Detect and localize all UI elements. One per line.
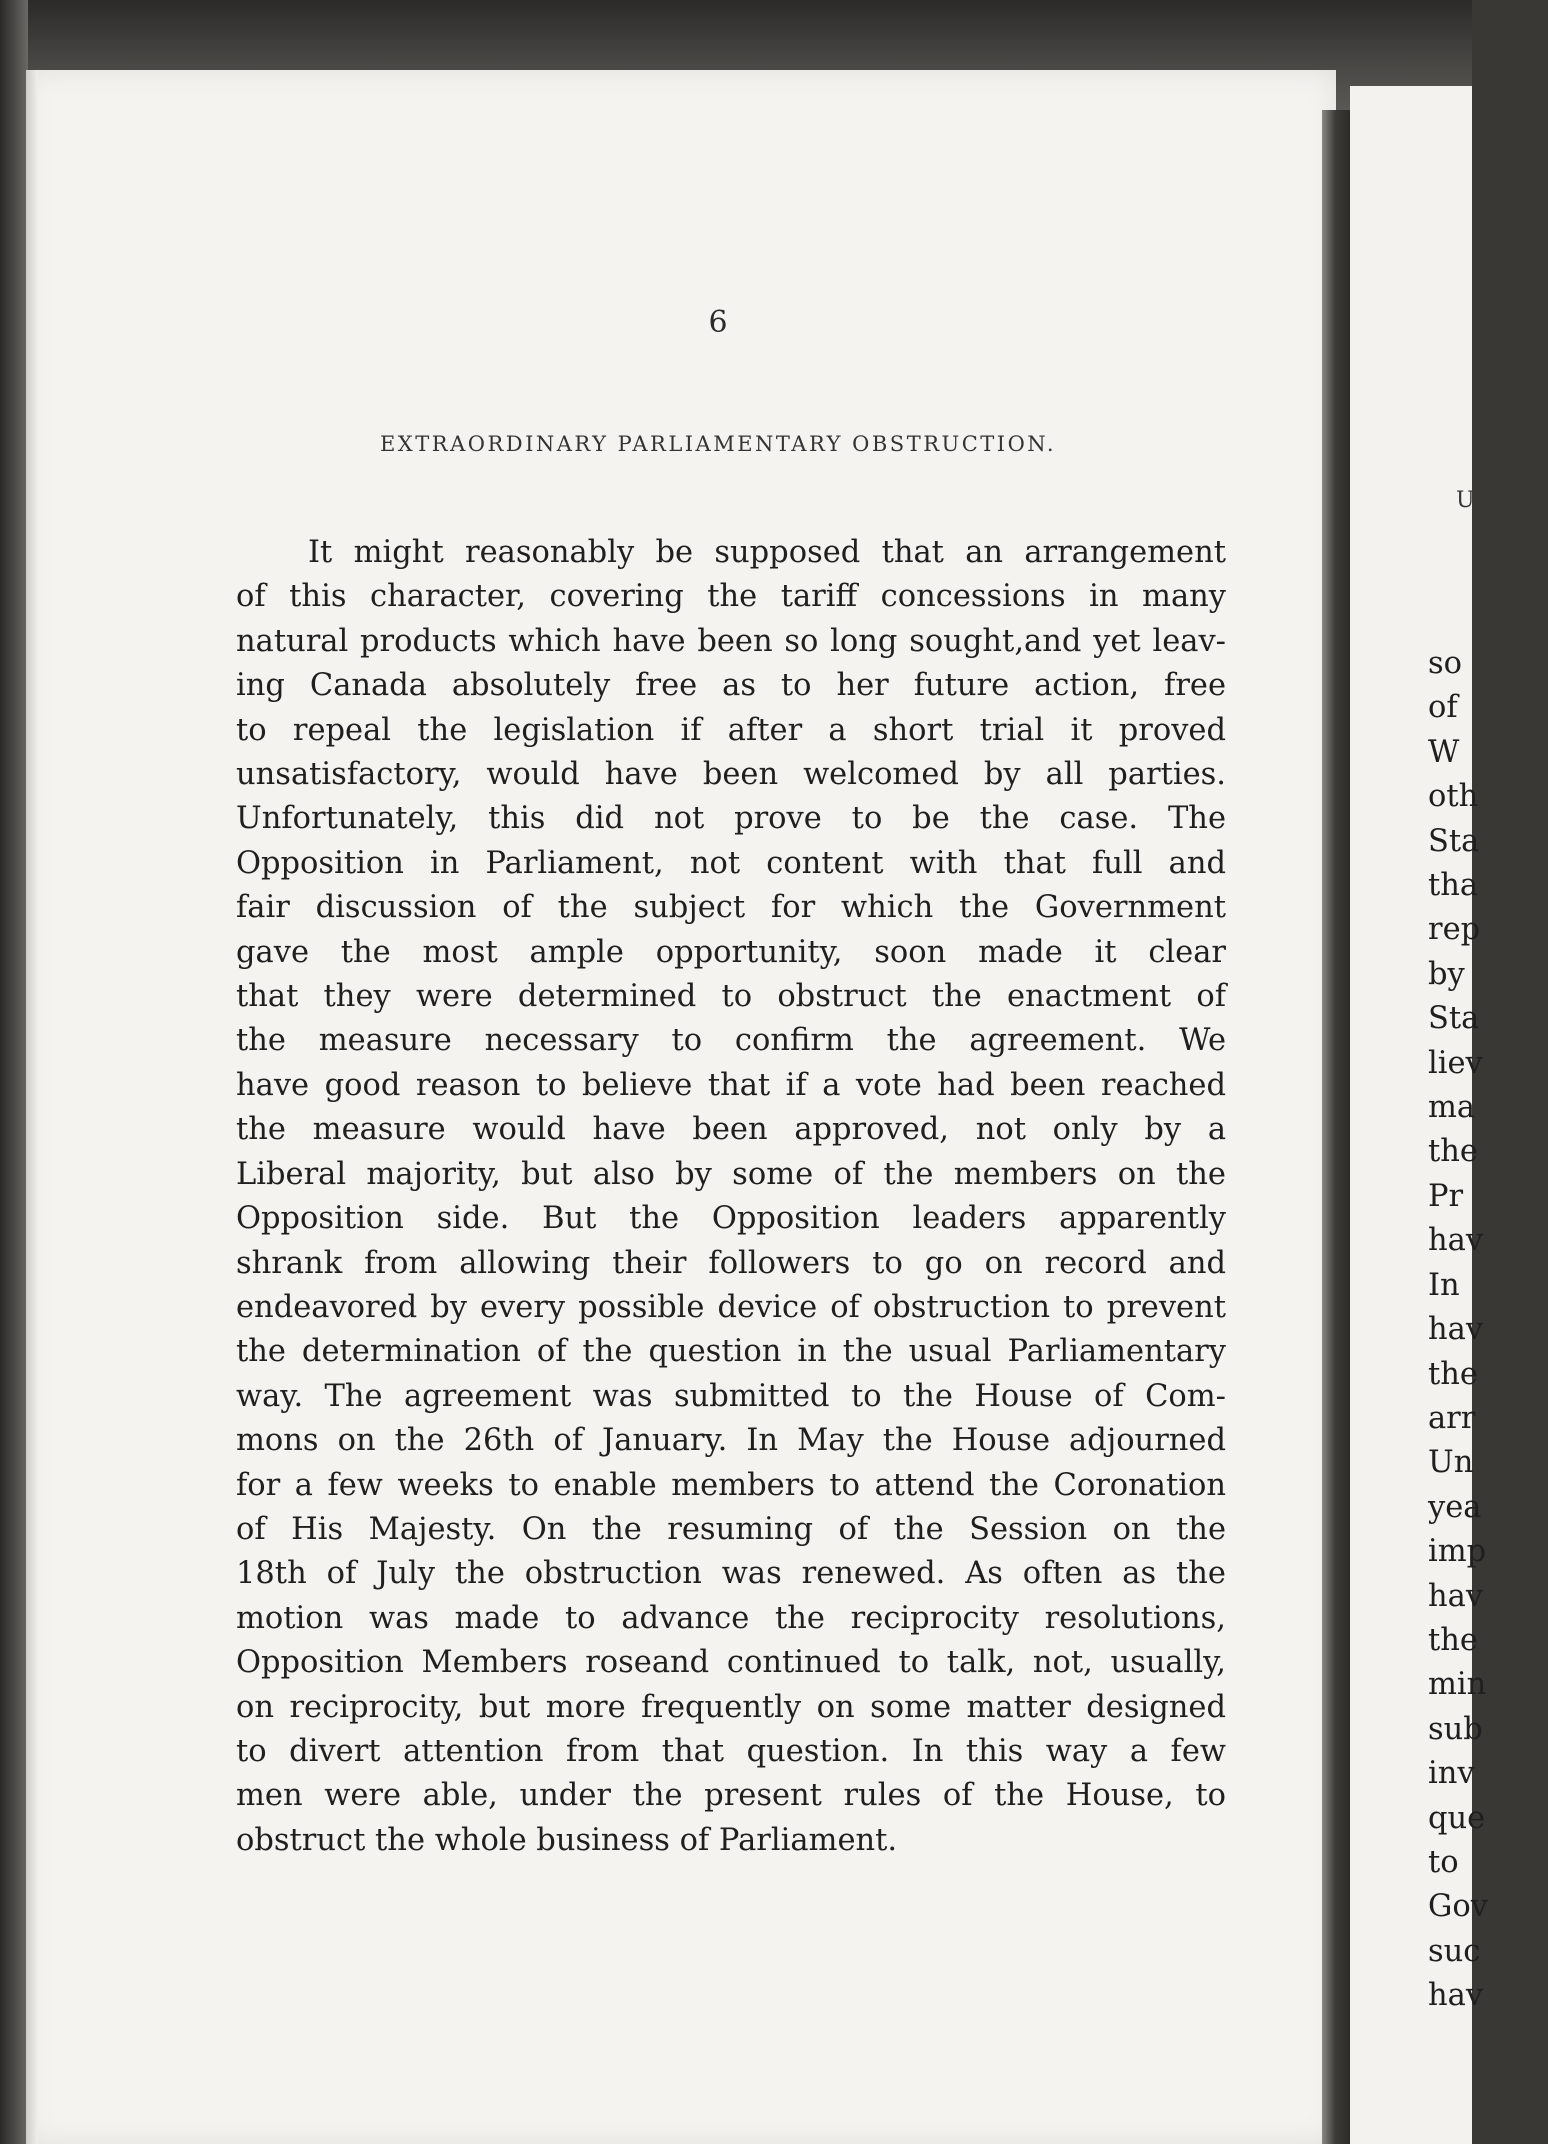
text-line: Opposition Members roseand continued to talk, not, usually, [236, 1645, 1226, 1681]
text-line: Opposition side. But the Opposition leaders apparently [236, 1201, 1226, 1237]
text-line: to repeal the legislation if after a short trial it proved [236, 712, 1226, 748]
text-line-fragment: W [1428, 734, 1460, 770]
text-line-fragment: liev [1428, 1045, 1483, 1081]
page-number: 6 [708, 305, 728, 340]
text-line: of His Majesty. On the resuming of the Session on the [236, 1511, 1226, 1547]
text-line: men were able, under the present rules of the House, to [236, 1778, 1226, 1814]
page-edge-shadow [26, 70, 38, 2144]
text-line: gave the most ample opportunity, soon made it clear [236, 934, 1226, 970]
text-line: on reciprocity, but more frequently on some matter designed [236, 1689, 1226, 1725]
text-line-fragment: the [1428, 1134, 1478, 1170]
text-line: endeavored by every possible device of obstruction to prevent [236, 1289, 1226, 1325]
right-page-text-fragments [1428, 642, 1548, 2019]
text-line-fragment: In [1428, 1267, 1460, 1303]
text-line: 18th of July the obstruction was renewed. As often as the [236, 1556, 1226, 1592]
text-line: Unfortunately, this did not prove to be the case. The [236, 801, 1226, 837]
text-line-fragment: hav [1428, 1578, 1484, 1614]
text-line: the measure necessary to confirm the agreement. We [236, 1023, 1226, 1059]
text-line-fragment: que [1428, 1800, 1486, 1836]
text-line: natural products which have been so long sought,and yet leav- [236, 623, 1226, 659]
text-line: Opposition in Parliament, not content with that full and [236, 845, 1226, 881]
text-line: mons on the 26th of January. In May the House adjourned [236, 1423, 1226, 1459]
text-line-fragment: sub [1428, 1711, 1483, 1747]
text-line-fragment: arr [1428, 1400, 1476, 1436]
text-line-fragment: tha [1428, 868, 1479, 904]
text-line-fragment: min [1428, 1667, 1487, 1703]
text-line: of this character, covering the tariff concessions in many [236, 579, 1226, 615]
text-line: to divert attention from that question. In this way a few [236, 1733, 1226, 1769]
text-line-fragment: the [1428, 1356, 1478, 1392]
text-line: way. The agreement was submitted to the House of Com- [236, 1378, 1226, 1414]
text-line-fragment: by [1428, 956, 1465, 992]
text-line: It might reasonably be supposed that an arrangement [308, 535, 1226, 570]
section-heading: EXTRAORDINARY PARLIAMENTARY OBSTRUCTION. [379, 432, 1057, 456]
text-line-fragment: yea [1428, 1489, 1482, 1525]
text-line: ing Canada absolutely free as to her future action, free [236, 668, 1226, 704]
text-line-fragment: Un [1428, 1445, 1474, 1481]
text-line-fragment: Gov [1428, 1889, 1488, 1925]
body-paragraph [236, 531, 1226, 1863]
text-line: the measure would have been approved, not only by a [236, 1112, 1226, 1148]
text-line-fragment: Pr [1428, 1178, 1464, 1214]
text-line-fragment: suc [1428, 1933, 1481, 1969]
text-line-fragment: hav [1428, 1978, 1484, 2014]
text-line: obstruct the whole business of Parliament. [236, 1822, 898, 1858]
text-line: fair discussion of the subject for which the Government [236, 890, 1226, 926]
text-line-fragment: oth [1428, 779, 1479, 815]
text-line-fragment: imp [1428, 1534, 1487, 1570]
text-line: Liberal majority, but also by some of the members on the [236, 1156, 1226, 1192]
text-line-fragment: to [1428, 1844, 1459, 1880]
text-line-fragment: rep [1428, 912, 1481, 948]
text-line-fragment: Sta [1428, 1001, 1480, 1037]
text-line-fragment: of [1428, 690, 1458, 726]
text-line-fragment: inv [1428, 1756, 1475, 1792]
text-line-fragment: hav [1428, 1223, 1484, 1259]
text-line: unsatisfactory, would have been welcomed by all parties. [236, 757, 1226, 793]
right-page [1350, 86, 1488, 2144]
text-line: that they were determined to obstruct the enactment of [236, 979, 1226, 1015]
text-line-fragment: hav [1428, 1312, 1484, 1348]
text-line-fragment: Sta [1428, 823, 1480, 859]
right-page-heading-fragment: U [1456, 488, 1475, 513]
text-line: the determination of the question in the usual Parliamentary [236, 1334, 1226, 1370]
book-gutter [1322, 110, 1352, 2144]
text-line-fragment: so [1428, 646, 1463, 681]
text-line-fragment: the [1428, 1622, 1478, 1658]
text-line: motion was made to advance the reciprocity resolutions, [236, 1600, 1226, 1636]
text-line: have good reason to believe that if a vote had been reached [236, 1067, 1226, 1103]
text-line-fragment: ma [1428, 1090, 1476, 1126]
text-line: shrank from allowing their followers to go on record and [236, 1245, 1226, 1281]
text-line: for a few weeks to enable members to attend the Coronation [236, 1467, 1226, 1503]
